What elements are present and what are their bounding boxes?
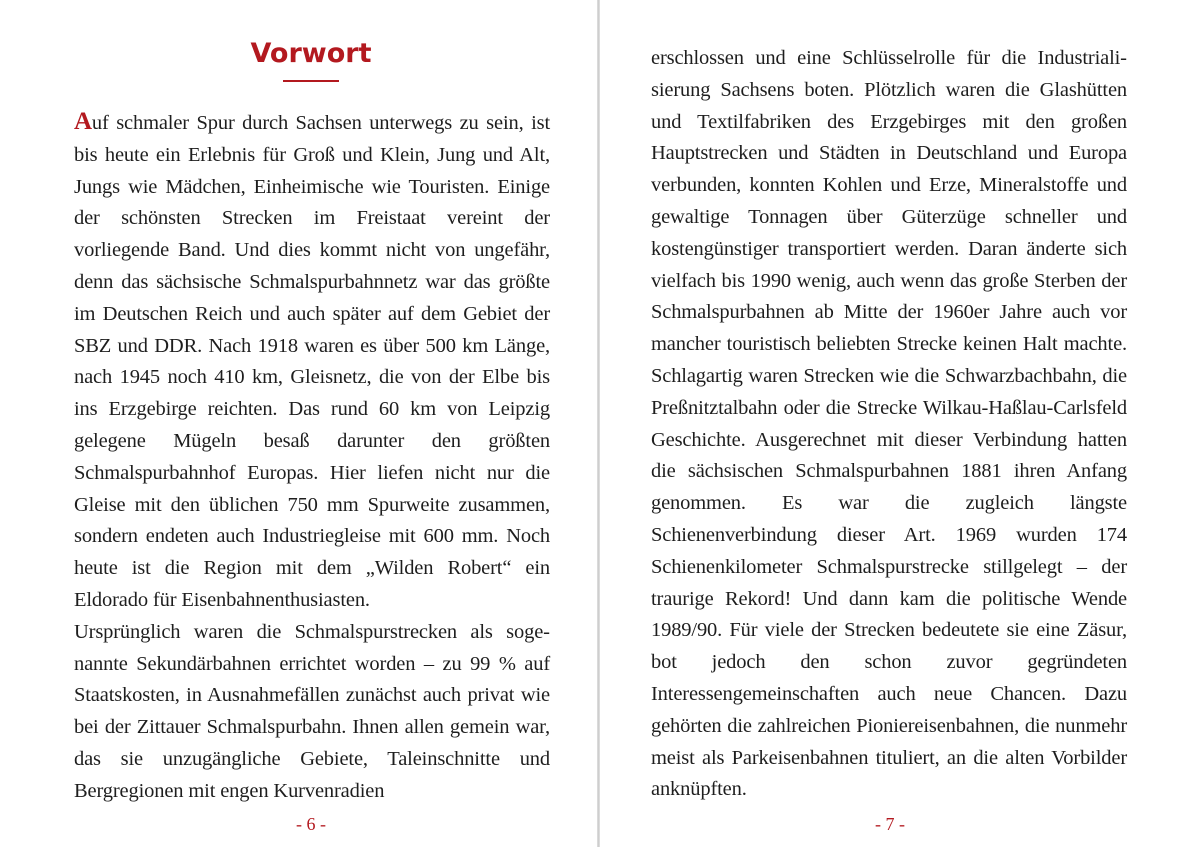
page-number: - 7 - bbox=[875, 814, 905, 834]
drop-cap: A bbox=[74, 108, 92, 135]
page-number: - 6 - bbox=[296, 814, 326, 834]
right-page-body bbox=[651, 43, 1127, 806]
paragraph bbox=[74, 106, 550, 617]
paragraph-text: uf schmaler Spur durch Sachsen unterwegs zu sein, ist bis heute ein Erlebnis für Groß und Klein, Jung und Alt, Jungs wie Mädchen, Einheimische wie Touristen. Einige der schönsten Strecken im Freistaat vereint der vorliegende Band. Und dies kommt nicht von ungefähr, denn das sächsische Schmalspurbahnnetz war das größte im Deutschen Reich und auch später auf dem Gebiet der SBZ und DDR. Nach 1918 waren es über 500 km Länge, nach 1945 noch 410 km, Gleisnetz, die von der Elbe bis ins Erzgebirge reichten. Das rund 60 km von Leipzig gelegene Mügeln besaß darunter den größten Schmalspurbahnhof Europas. Hier liefen nicht nur die Gleise mit den üblichen 750 mm Spurweite zusammen, sondern endeten auch Industriegleise mit 600 mm. Noch heute ist die Region mit dem „Wilden Robert“ ein Eldorado für Eisenbahnenthusiasten. bbox=[74, 112, 550, 611]
right-page bbox=[600, 0, 1198, 847]
title-underline bbox=[283, 80, 339, 82]
left-page bbox=[0, 0, 598, 847]
paragraph: erschlossen und eine Schlüsselrolle für die Industrialisierung Sachsens boten. Plötzlich waren die Glashütten und Textilfabriken des Erzgebirges mit den großen Hauptstrecken und Städten in Deutschland und Europa verbunden, konnten Kohlen und Erze, Mineralstoffe und gewaltige Tonnagen über Güterzüge schneller und kostengünstiger transportiert werden. Daran änderte sich vielfach bis 1990 wenig, auch wenn das große Sterben der Schmalspurbahnen ab Mitte der 1960er Jahre auch vor mancher touristisch beliebten Strecke keinen Halt machte. Schlagartig waren Strecken wie die Schwarzbachbahn, die Preßnitztalbahn oder die Strecke Wilkau-Haßlau-Carlsfeld Geschichte. Ausgerechnet mit dieser Verbindung hatten die sächsischen Schmalspurbahnen 1881 ihren Anfang genommen. Es war die zugleich längste Schienenverbindung dieser Art. 1969 wurden 174 Schienenkilometer Schmalspurstrecke stillgelegt – der traurige Rekord! Und dann kam die politische Wende 1989/90. Für viele der Strecken bedeutete sie eine Zäsur, bot jedoch den schon zuvor gegründeten Interessengemeinschaften auch neue Chancen. Dazu gehörten die zahlreichen Pioniereisenbahnen, die nunmehr meist als Parkeisenbahnen tituliert, an die alten Vorbilder anknüpften. bbox=[651, 47, 1127, 801]
left-page-body bbox=[74, 106, 550, 808]
paragraph: Ursprünglich waren die Schmalspurstrecken als sogenannte Sekundärbahnen errichtet worden – zu 99 % auf Staatskosten, in Ausnahmefällen zunächst auch privat wie bei der Zittauer Schmalspurbahn. Ihnen allen gemein war, das sie unzugängliche Gebiete, Taleinschnitte und Bergregionen mit engen Kurvenradien bbox=[74, 620, 550, 802]
chapter-title: Vorwort bbox=[250, 38, 372, 69]
